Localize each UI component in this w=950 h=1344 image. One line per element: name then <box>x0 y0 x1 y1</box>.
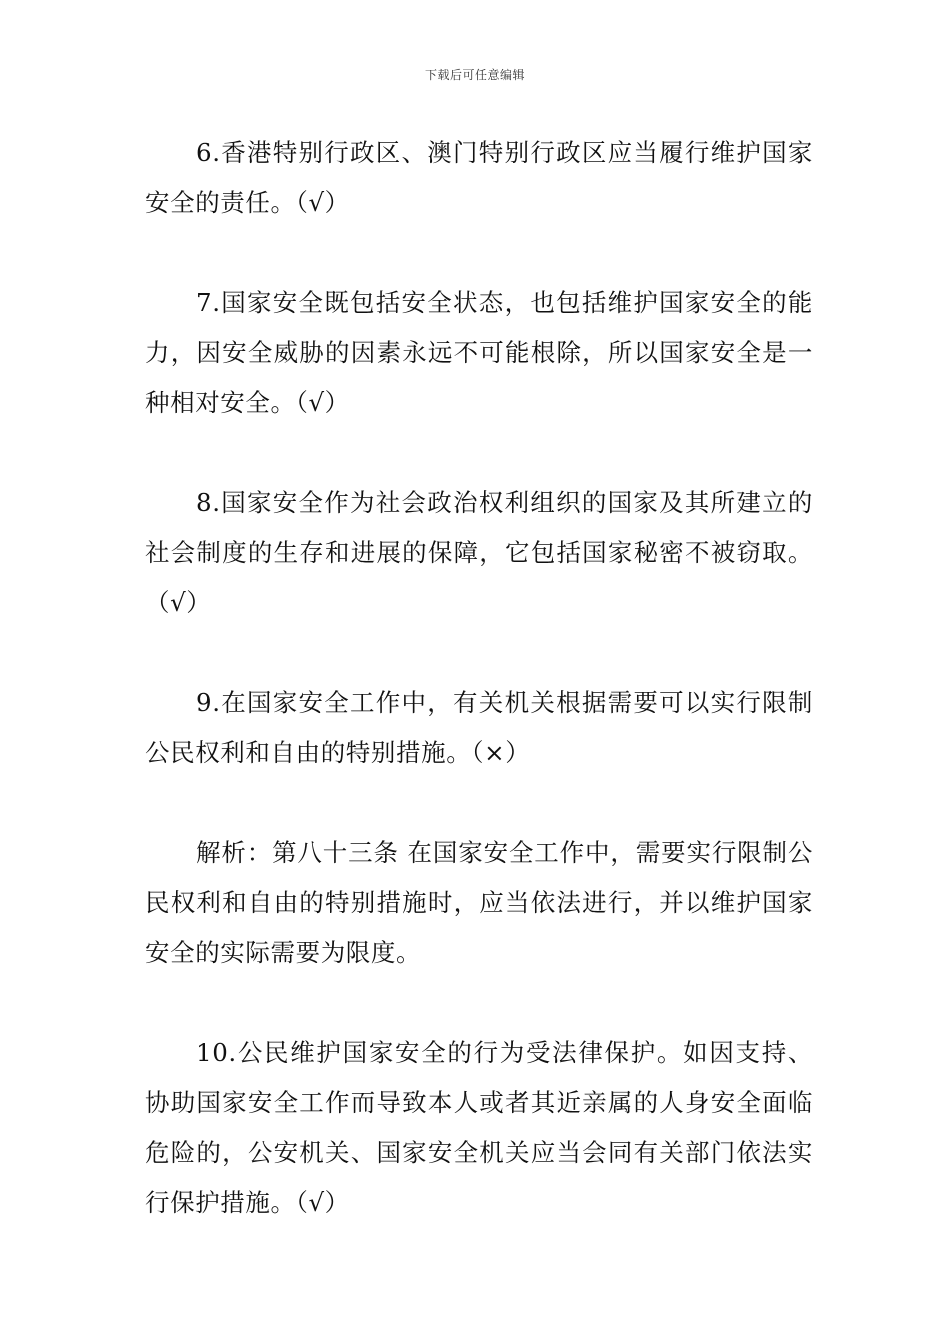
document-body <box>145 128 813 1228</box>
explanation-9: 解析：第八十三条 在国家安全工作中，需要实行限制公民权利和自由的特别措施时，应当依法进行，并以维护国家安全的实际需要为限度。 <box>145 838 813 967</box>
page-header-note: 下载后可任意编辑 <box>424 68 525 82</box>
question-9: 9.在国家安全工作中，有关机关根据需要可以实行限制公民权利和自由的特别措施。（×） <box>145 688 813 767</box>
question-7: 7.国家安全既包括安全状态，也包括维护国家安全的能力，因安全威胁的因素永远不可能根除，所以国家安全是一种相对安全。（√） <box>145 288 813 417</box>
question-8: 8.国家安全作为社会政治权利组织的国家及其所建立的社会制度的生存和进展的保障，它包括国家秘密不被窃取。（√） <box>145 488 813 617</box>
question-6: 6.香港特别行政区、澳门特别行政区应当履行维护国家安全的责任。（√） <box>145 138 813 217</box>
question-10: 10.公民维护国家安全的行为受法律保护。如因支持、协助国家安全工作而导致本人或者其近亲属的人身安全面临危险的，公安机关、国家安全机关应当会同有关部门依法实行保护措施。（√） <box>145 1038 813 1217</box>
